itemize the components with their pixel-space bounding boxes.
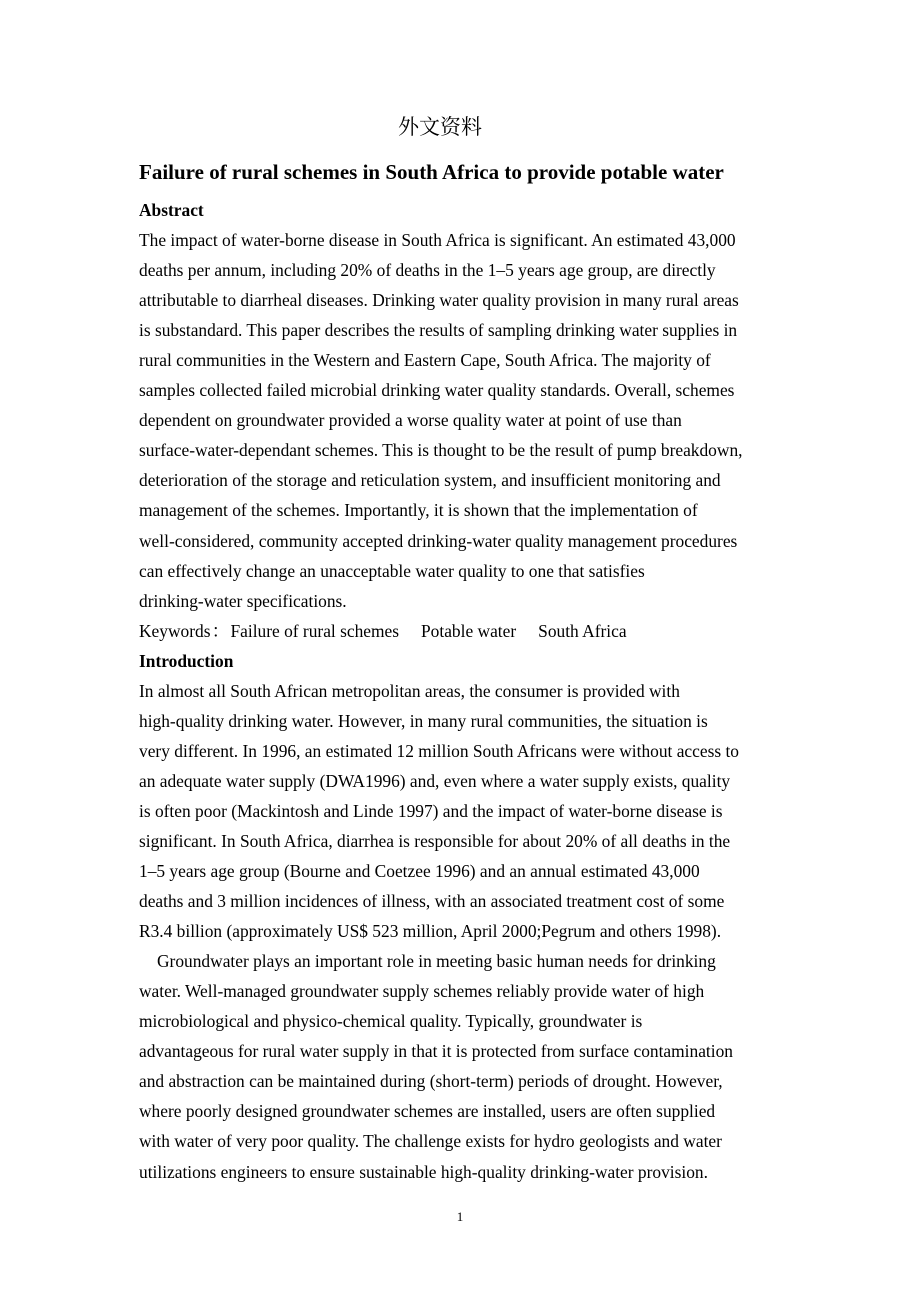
document-body [139, 195, 799, 1187]
intro-line: very different. In 1996, an estimated 12 million South Africans were without access to [139, 740, 739, 761]
abstract-line: deterioration of the storage and reticulation system, and insufficient monitoring and [139, 470, 721, 491]
abstract-line: can effectively change an unacceptable water quality to one that satisfies [139, 560, 645, 581]
keyword-item: Failure of rural schemes [230, 620, 400, 641]
intro-line: significant. In South Africa, diarrhea is responsible for about 20% of all deaths in the [139, 830, 731, 851]
abstract-line: rural communities in the Western and Eastern Cape, South Africa. The majority of [139, 350, 711, 371]
page-header: 外文资料 [398, 115, 482, 139]
introduction-heading: Introduction [139, 650, 234, 671]
intro-line: utilizations engineers to ensure sustainable high-quality drinking-water provision. [139, 1161, 708, 1182]
intro-line: is often poor (Mackintosh and Linde 1997) and the impact of water-borne disease is [139, 800, 723, 821]
abstract-line: drinking-water specifications. [139, 590, 347, 611]
keyword-item: Potable water [421, 620, 517, 641]
intro-line: deaths and 3 million incidences of illness, with an associated treatment cost of some [139, 891, 725, 912]
intro-line: R3.4 billion (approximately US$ 523 million, April 2000;Pegrum and others 1998). [139, 921, 722, 942]
keywords-line [139, 616, 799, 646]
keywords-separator: ： [211, 620, 230, 641]
intro-line: In almost all South African metropolitan areas, the consumer is provided with [139, 680, 680, 701]
intro-line: advantageous for rural water supply in that it is protected from surface contamination [139, 1041, 733, 1062]
introduction-paragraph-1 [139, 676, 799, 946]
abstract-line: is substandard. This paper describes the results of sampling drinking water supplies in [139, 320, 738, 341]
abstract-heading: Abstract [139, 200, 204, 220]
keyword-item: South Africa [538, 620, 627, 641]
abstract-line: dependent on groundwater provided a worse quality water at point of use than [139, 410, 682, 431]
intro-line: where poorly designed groundwater schemes are installed, users are often supplied [139, 1101, 716, 1122]
abstract-line: attributable to diarrheal diseases. Drinking water quality provision in many rural areas [139, 290, 739, 311]
abstract-line: well-considered, community accepted drinking-water quality management procedures [139, 530, 738, 551]
abstract-paragraph [139, 225, 799, 616]
introduction-paragraph-2 [139, 946, 799, 1186]
intro-line: microbiological and physico-chemical quality. Typically, groundwater is [139, 1011, 643, 1032]
intro-line: 1–5 years age group (Bourne and Coetzee 1996) and an annual estimated 43,000 [139, 861, 700, 882]
abstract-line: surface-water-dependant schemes. This is thought to be the result of pump breakdown, [139, 440, 743, 461]
intro-line: with water of very poor quality. The challenge exists for hydro geologists and water [139, 1131, 722, 1152]
intro-line: an adequate water supply (DWA1996) and, even where a water supply exists, quality [139, 770, 731, 791]
intro-line: and abstraction can be maintained during (short-term) periods of drought. However, [139, 1071, 723, 1092]
abstract-line: management of the schemes. Importantly, it is shown that the implementation of [139, 500, 698, 521]
document-title: Failure of rural schemes in South Africa to provide potable water [139, 160, 724, 184]
abstract-line: samples collected failed microbial drinking water quality standards. Overall, schemes [139, 380, 735, 401]
intro-line: water. Well-managed groundwater supply schemes reliably provide water of high [139, 981, 705, 1002]
keywords-label: Keywords [139, 620, 211, 641]
intro-line: high-quality drinking water. However, in many rural communities, the situation is [139, 710, 708, 731]
intro-line: Groundwater plays an important role in meeting basic human needs for drinking [157, 951, 716, 972]
abstract-line: deaths per annum, including 20% of deaths in the 1–5 years age group, are directly [139, 260, 716, 281]
abstract-line: The impact of water-borne disease in South Africa is significant. An estimated 43,000 [139, 230, 736, 251]
page-number: 1 [456, 1209, 464, 1224]
